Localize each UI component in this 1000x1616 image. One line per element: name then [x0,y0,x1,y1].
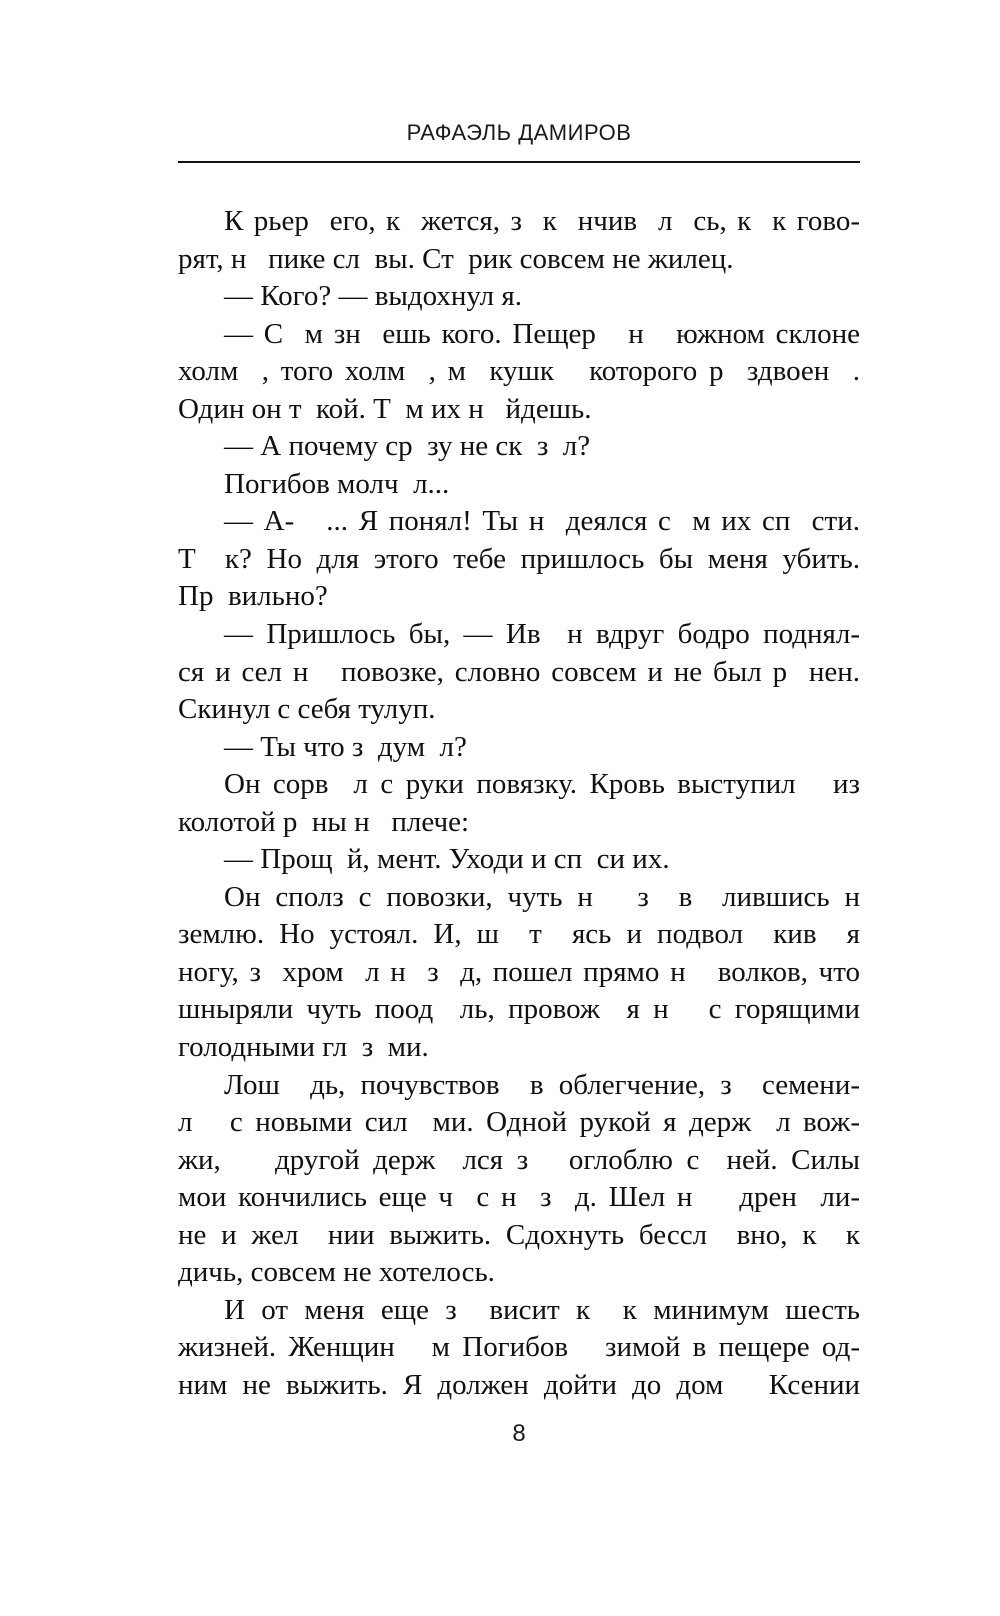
text-line: не и жел нии выжить. Сдохнуть бессл вно, к к [178,1218,860,1251]
text-line: — С м зн ешь кого. Пещер н южном склоне [224,317,860,350]
page-number: 8 [512,1420,526,1447]
header-rule [178,161,860,163]
text-line: — Прощ й, мент. Уходи и сп си их. [224,843,670,876]
text-line: — Пришлось бы, — Ив н вдруг бодро поднял- [224,618,860,651]
paragraph [178,879,860,1067]
paragraph [178,428,860,466]
text-line: жи, другой держ лся з оглоблю с ней. Силы [178,1143,860,1176]
text-line: шныряли чуть поод ль, провож я н с горящими [178,993,860,1026]
text-line: холм , того холм , м кушк которого р здвоен . [178,355,860,388]
paragraph [178,466,860,504]
text-line: колотой р ны н плече: [178,805,470,838]
paragraph [178,203,860,278]
paragraph [178,503,860,616]
text-line: землю. Но устоял. И, ш т ясь и подвол кив я [178,918,860,951]
text-line: Он сполз с повозки, чуть н з в лившись н [224,880,860,913]
text-line: Скинул с себя тулуп. [178,693,436,726]
paragraph [178,316,860,429]
text-line: К рьер его, к жется, з к нчив л сь, к к гово- [224,205,860,237]
text-line: Пр вильно? [178,580,328,613]
paragraph [178,1292,860,1405]
text-line: — А почему ср зу не ск з л? [224,430,591,463]
text-line: голодными гл з ми. [178,1031,429,1064]
text-line: ним не выжить. Я должен дойти до дом Ксении [178,1368,860,1401]
text-line: жизней. Женщин м Погибов зимой в пещере од- [178,1331,860,1364]
text-line: ся и сел н повозке, словно совсем и не был р нен. [178,655,860,688]
text-line: мои кончились еще ч с н з д. Шел н дрен ли- [178,1181,860,1214]
paragraph [178,278,860,316]
text-line: Один он т кой. Т м их н йдешь. [178,392,592,425]
text-line: рят, н пике сл вы. Ст рик совсем не жилец. [178,242,734,275]
book-page-body [178,203,860,1405]
running-header-author: РАФАЭЛЬ ДАМИРОВ [406,120,632,145]
text-line: — А- ... Я понял! Ты н деялся с м их сп сти. [224,505,860,538]
paragraph [178,1067,860,1292]
text-line: Лош дь, почувствов в облегчение, з семени- [224,1068,860,1101]
paragraph [178,841,860,879]
text-line: Погибов молч л... [224,467,450,500]
text-line: л с новыми сил ми. Одной рукой я держ л вож- [178,1106,860,1139]
text-line: — Кого? — выдохнул я. [224,280,522,313]
text-line: Т к? Но для этого тебе пришлось бы меня убить. [178,542,860,575]
paragraph [178,616,860,729]
text-line: дичь, совсем не хотелось. [178,1256,495,1289]
paragraph [178,766,860,841]
text-line: — Ты что з дум л? [224,730,467,763]
text-line: Он сорв л с руки повязку. Кровь выступил из [224,768,860,801]
text-line: И от меня еще з висит к к минимум шесть [224,1293,860,1326]
text-line: ногу, з хром л н з д, пошел прямо н волков, что [178,955,860,988]
paragraph [178,729,860,767]
